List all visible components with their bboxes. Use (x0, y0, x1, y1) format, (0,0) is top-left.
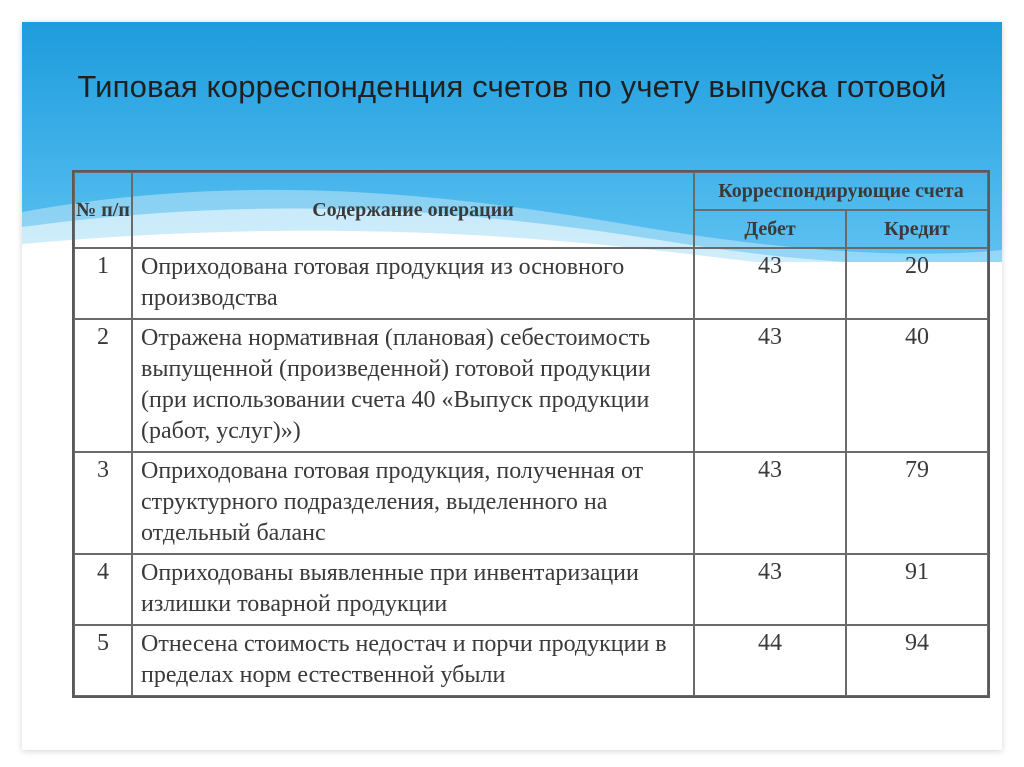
row-num: 2 (74, 319, 132, 452)
header-credit: Кредит (846, 210, 988, 248)
table-row (74, 248, 988, 319)
table-row (74, 554, 988, 625)
header-operation: Содержание операции (132, 172, 694, 248)
slide-title: Типовая корреспонденция счетов по учету выпуска готовой (77, 69, 947, 104)
row-operation: Оприходованы выявленные при инвентаризации излишки товарной продукции (132, 554, 694, 625)
table-row (74, 452, 988, 554)
row-debit: 44 (694, 625, 846, 696)
header-corresponding-accounts: Корреспондирующие счета (694, 172, 988, 210)
header-debit: Дебет (694, 210, 846, 248)
row-operation: Отражена нормативная (плановая) себестоимость выпущенной (произведенной) готовой продукции (при использовании счета 40 «Выпуск продукции (работ, услуг)») (132, 319, 694, 452)
slide (22, 22, 1002, 750)
row-operation: Оприходована готовая продукция из основного производства (132, 248, 694, 319)
table-row (74, 625, 988, 696)
header-num: № п/п (74, 172, 132, 248)
row-credit: 79 (846, 452, 988, 554)
row-credit: 40 (846, 319, 988, 452)
row-num: 4 (74, 554, 132, 625)
row-credit: 94 (846, 625, 988, 696)
row-debit: 43 (694, 248, 846, 319)
row-num: 5 (74, 625, 132, 696)
table-header-row (74, 172, 988, 210)
row-debit: 43 (694, 452, 846, 554)
row-debit: 43 (694, 319, 846, 452)
row-num: 3 (74, 452, 132, 554)
row-operation: Отнесена стоимость недостач и порчи продукции в пределах норм естественной убыли (132, 625, 694, 696)
row-credit: 20 (846, 248, 988, 319)
row-credit: 91 (846, 554, 988, 625)
row-num: 1 (74, 248, 132, 319)
row-debit: 43 (694, 554, 846, 625)
table-row (74, 319, 988, 452)
row-operation: Оприходована готовая продукция, полученная от структурного подразделения, выделенного на отдельный баланс (132, 452, 694, 554)
accounts-table (72, 170, 990, 698)
